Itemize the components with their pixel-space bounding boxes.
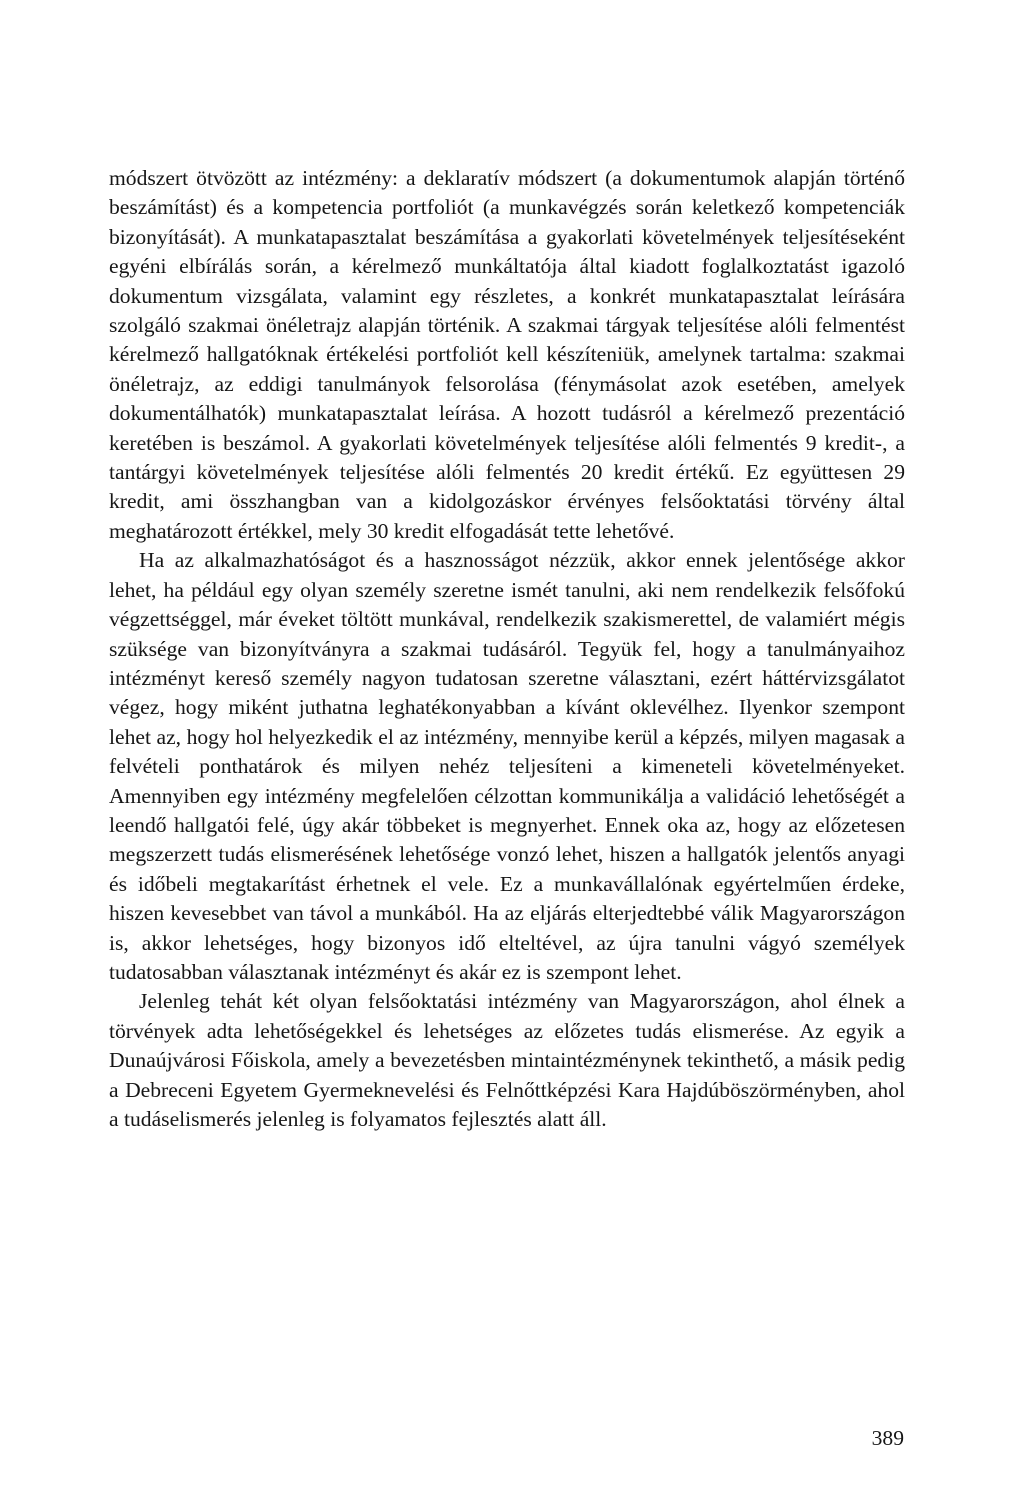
- page-number: 389: [871, 1426, 904, 1450]
- paragraph-continuation: módszert ötvözött az intézmény: a deklaratív módszert (a dokumentumok alapján történő beszámítást) és a kompetencia portfoliót (a munkavégzés során keletkező kompetenciák bizonyítását). A munkatapasztalat beszámítása a gyakorlati követelmények teljesítéseként egyéni elbírálás során, a kérelmező munkáltatója által kiadott foglalkoztatást igazoló dokumentum vizsgálata, valamint egy részletes, a konkrét munkatapasztalat leírására szolgáló szakmai önéletrajz alapján történik. A szakmai tárgyak teljesítése alóli felmentést kérelmező hallgatóknak értékelési portfoliót kell készíteniük, amelynek tartalma: szakmai önéletrajz, az eddigi tanulmányok felsorolása (fénymásolat azok esetében, amelyek dokumentálhatók) munkatapasztalat leírása. A hozott tudásról a kérelmező prezentáció keretében is beszámol. A gyakorlati követelmények teljesítése alóli felmentés 9 kredit-, a tantárgyi követelmények teljesítése alóli felmentés 20 kredit értékű. Ez együttesen 29 kredit, ami összhangban van a kidolgozáskor érvényes felsőoktatási törvény által meghatározott értékkel, mely 30 kredit elfogadását tette lehetővé.: [109, 166, 905, 543]
- body-text: [109, 164, 905, 1134]
- paragraph-applicability: Ha az alkalmazhatóságot és a hasznosságot nézzük, akkor ennek jelentősége akkor lehet, ha például egy olyan személy szeretne ismét tanulni, aki nem rendelkezik felsőfokú végzettséggel, már éveket töltött munkával, rendelkezik szakismerettel, de valamiért mégis szüksége van bizonyítványra a szakmai tudásáról. Tegyük fel, hogy a tanulmányaihoz intézményt kereső személy nagyon tudatosan szeretne választani, ezért háttérvizsgálatot végez, hogy miként juthatna leghatékonyabban a kívánt oklevélhez. Ilyenkor szempont lehet az, hogy hol helyezkedik el az intézmény, mennyibe kerül a képzés, milyen magasak a felvételi ponthatárok és milyen nehéz teljesíteni a kimeneteli követelményeket. Amennyiben egy intézmény megfelelően célzottan kommunikálja a validáció lehetőségét a leendő hallgatói felé, úgy akár többeket is megnyerhet. Ennek oka az, hogy az előzetesen megszerzett tudás elismerésének lehetősége vonzó lehet, hiszen a hallgatók jelentős anyagi és időbeli megtakarítást érhetnek el vele. Ez a munkavállalónak egyértelműen érdeke, hiszen kevesebbet van távol a munkából. Ha az eljárás elterjedtebbé válik Magyarországon is, akkor lehetséges, hogy bizonyos idő elteltével, az újra tanulni vágyó személyek tudatosabban választanak intézményt és akár ez is szempont lehet.: [109, 548, 905, 984]
- paragraph-institutions: Jelenleg tehát két olyan felsőoktatási intézmény van Magyarországon, ahol élnek a törvények adta lehetőségekkel és lehetséges az előzetes tudás elismerése. Az egyik a Dunaújvárosi Főiskola, amely a bevezetésben mintaintézménynek tekinthető, a másik pedig a Debreceni Egyetem Gyermeknevelési és Felnőttképzési Kara Hajdúböszörményben, ahol a tudáselismerés jelenleg is folyamatos fejlesztés alatt áll.: [109, 989, 905, 1131]
